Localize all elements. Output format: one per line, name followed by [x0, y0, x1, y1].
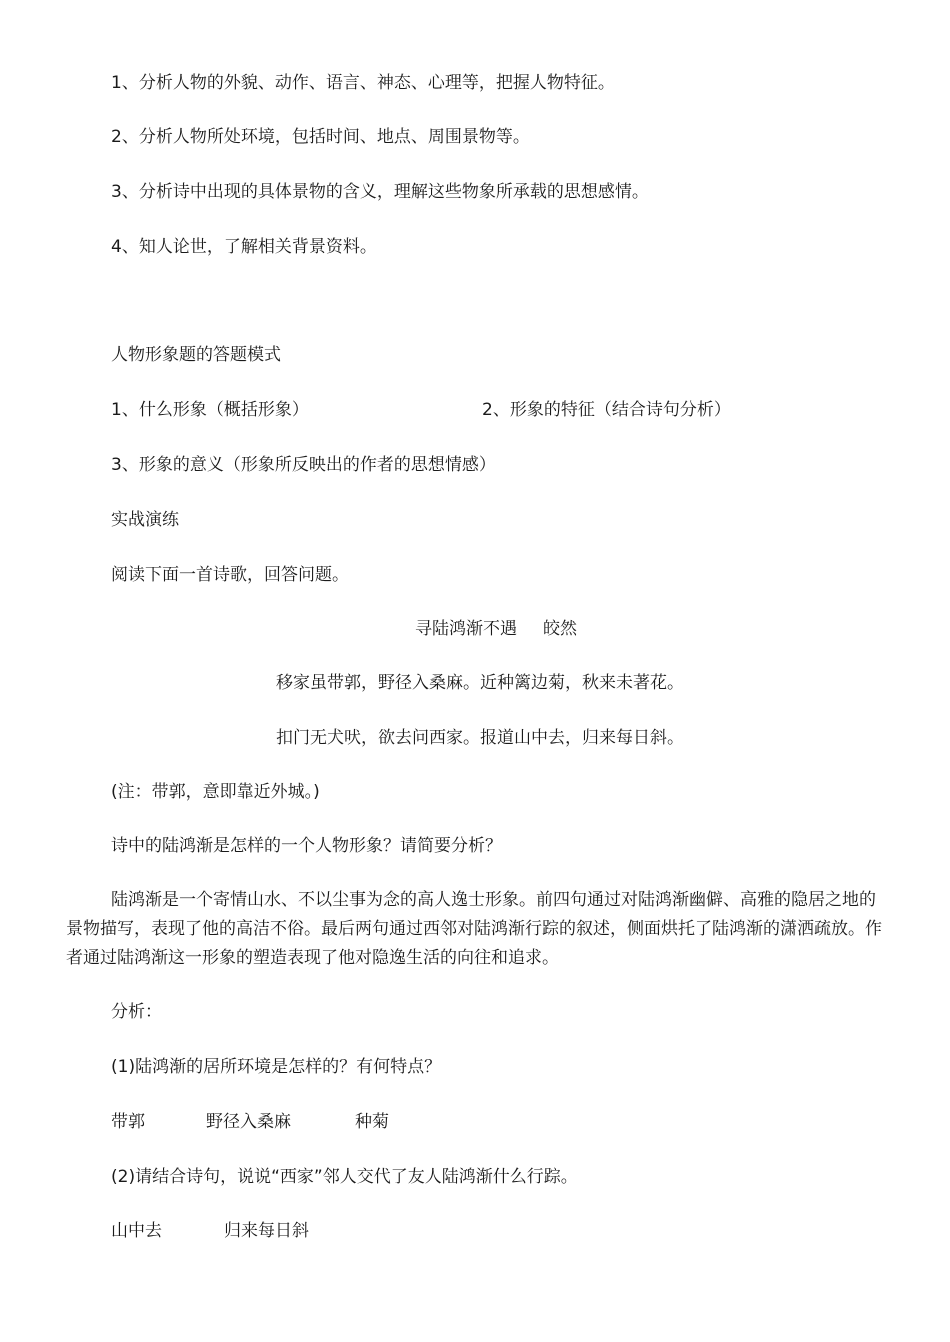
method-item-2: 2、分析人物所处环境，包括时间、地点、周围景物等。: [111, 127, 530, 147]
answer-mode-item-2: 2、形象的特征（结合诗句分析）: [482, 400, 731, 420]
analysis-question-1: (1)陆鸿渐的居所环境是怎样的？有何特点？: [111, 1057, 442, 1077]
answer-paragraph: 陆鸿渐是一个寄情山水、不以尘事为念的高人逸士形象。前四句通过对陆鸿渐幽僻、高雅的隐居之地的景物描写，表现了他的高洁不俗。最后两句通过西邻对陆鸿渐行踪的叙述，侧面烘托了陆鸿渐的潇洒疏放。作者通过陆鸿渐这一形象的塑造表现了他对隐逸生活的向往和追求。: [66, 890, 882, 968]
method-item-4: 4、知人论世，了解相关背景资料。: [111, 237, 377, 257]
keyword-1: 带郭: [111, 1112, 145, 1132]
poem-note: (注：带郭，意即靠近外城。): [111, 782, 320, 802]
poem-title: 寻陆鸿渐不遇: [415, 619, 517, 639]
practice-title: 实战演练: [111, 510, 179, 530]
answer-mode-item-3: 3、形象的意义（形象所反映出的作者的思想情感）: [111, 455, 496, 475]
poem-line-2: 扣门无犬吠，欲去问西家。报道山中去，归来每日斜。: [276, 728, 684, 748]
practice-question: 诗中的陆鸿渐是怎样的一个人物形象？请简要分析？: [111, 836, 502, 856]
practice-instruction: 阅读下面一首诗歌，回答问题。: [111, 565, 349, 585]
answer-mode-title: 人物形象题的答题模式: [111, 345, 281, 365]
poem-line-1: 移家虽带郭，野径入桑麻。近种篱边菊，秋来未著花。: [276, 673, 684, 693]
analysis-question-2: (2)请结合诗句，说说“西家”邻人交代了友人陆鸿渐什么行踪。: [111, 1167, 578, 1187]
poem-author: 皎然: [543, 619, 577, 639]
keyword-3: 种菊: [355, 1112, 389, 1132]
method-item-1: 1、分析人物的外貌、动作、语言、神态、心理等，把握人物特征。: [111, 73, 615, 93]
keyword-2: 野径入桑麻: [206, 1112, 291, 1132]
analysis-title: 分析：: [111, 1002, 162, 1022]
method-item-3: 3、分析诗中出现的具体景物的含义，理解这些物象所承载的思想感情。: [111, 182, 649, 202]
keyword-4: 山中去: [111, 1221, 162, 1241]
answer-mode-item-1: 1、什么形象（概括形象）: [111, 400, 309, 420]
keyword-5: 归来每日斜: [224, 1221, 309, 1241]
